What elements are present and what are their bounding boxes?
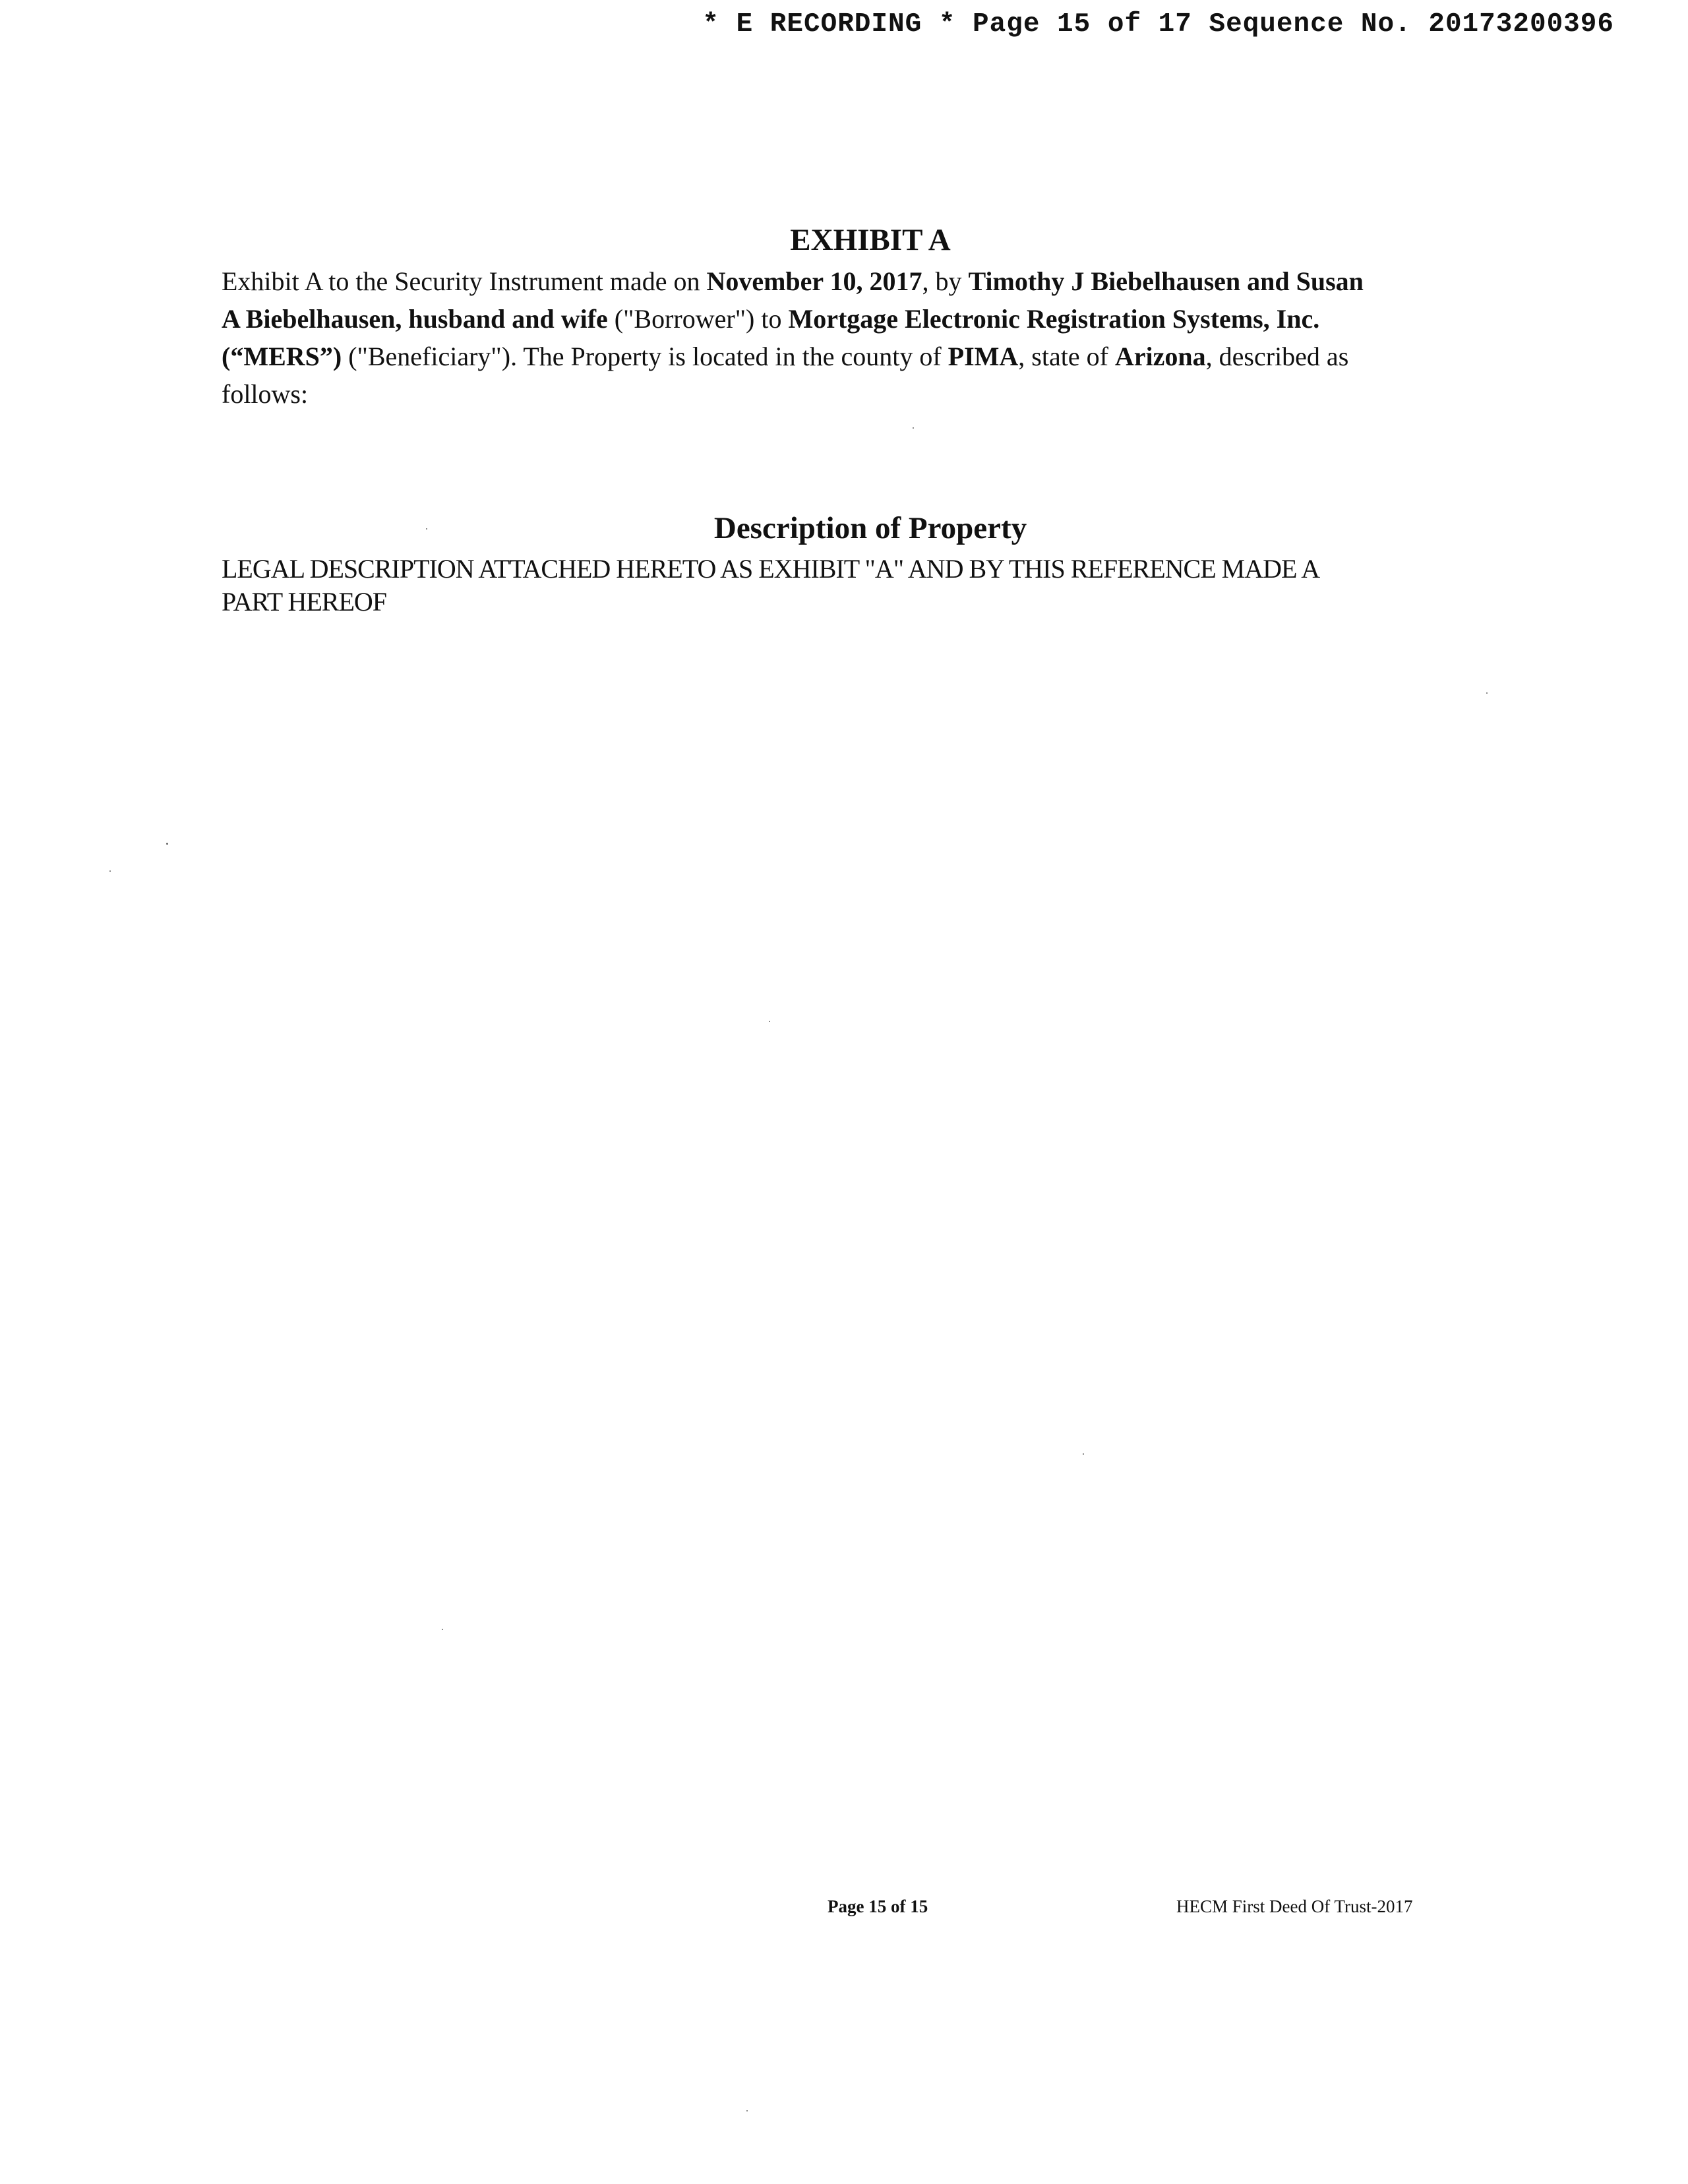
state-name: Arizona [1114, 342, 1206, 371]
scan-speck [913, 427, 914, 429]
footer-form-name: HECM First Deed Of Trust-2017 [1176, 1896, 1413, 1916]
exhibit-title: EXHIBIT A [790, 223, 951, 257]
county-name: PIMA [948, 342, 1019, 371]
description-heading: Description of Property [713, 511, 1027, 545]
scan-speck [109, 870, 111, 872]
scan-speck [442, 1629, 443, 1630]
intro-paragraph [222, 262, 1382, 413]
scan-speck [166, 843, 168, 845]
beneficiary-name: Mortgage Electronic Registration Systems, Inc. (“MERS”) [222, 304, 1320, 371]
intro-text: Exhibit A to the Security Instrument made on [222, 266, 707, 296]
footer-page-number: Page 15 of 15 [828, 1896, 928, 1916]
intro-text: , state of [1018, 342, 1115, 371]
scan-speck [769, 1021, 770, 1022]
intro-text: , described as follows: [222, 342, 1349, 409]
borrower-names: Timothy J Biebelhausen and Susan A Biebelhausen, husband and wife [222, 266, 1364, 334]
scan-speck [746, 2110, 748, 2111]
recording-header: * E RECORDING * Page 15 of 17 Sequence No. 20173200396 [702, 9, 1614, 40]
scan-speck [426, 528, 427, 530]
legal-description: LEGAL DESCRIPTION ATTACHED HERETO AS EXHIBIT "A" AND BY THIS REFERENCE MADE A PART HEREOF [222, 554, 1318, 617]
scan-speck [1486, 692, 1488, 694]
intro-text: ("Beneficiary"). The Property is located in the county of [342, 342, 948, 371]
scan-speck [1083, 1453, 1084, 1455]
instrument-date: November 10, 2017 [706, 266, 922, 296]
intro-text: ("Borrower") to [607, 304, 789, 334]
intro-text: , by [922, 266, 969, 296]
